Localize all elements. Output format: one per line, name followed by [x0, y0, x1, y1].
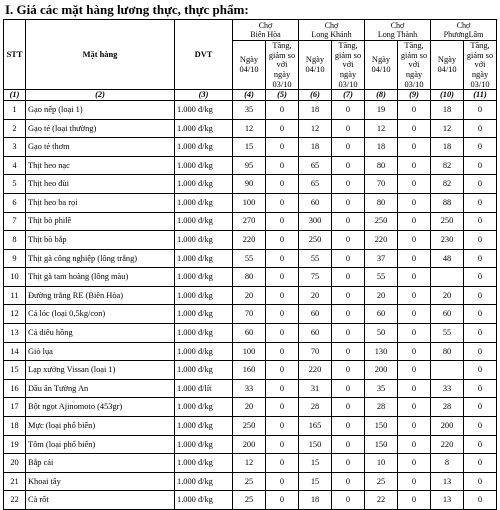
price-phuong-lam: 80 [431, 342, 464, 361]
price-bien-hoa: 80 [233, 268, 266, 287]
price-long-khanh: 12 [299, 119, 332, 138]
table-row [4, 324, 497, 343]
price-phuong-lam: 230 [431, 231, 464, 250]
price-bien-hoa: 100 [233, 342, 266, 361]
column-number: (1) [4, 90, 26, 101]
row-number: 21 [4, 472, 26, 491]
change-long-thanh: 0 [398, 286, 431, 305]
change-bien-hoa: 0 [266, 491, 299, 510]
price-long-khanh: 28 [299, 398, 332, 417]
price-long-thanh: 28 [365, 398, 398, 417]
price-long-khanh: 18 [299, 491, 332, 510]
item-name: Thịt bò philê [26, 212, 175, 231]
header-unit: DVT [175, 20, 233, 90]
price-long-khanh: 31 [299, 379, 332, 398]
price-long-khanh: 70 [299, 342, 332, 361]
price-bien-hoa: 90 [233, 175, 266, 194]
price-long-khanh: 150 [299, 435, 332, 454]
price-long-khanh: 18 [299, 100, 332, 119]
change-phuong-lam: 0 [464, 156, 497, 175]
change-long-thanh: 0 [398, 324, 431, 343]
header-change: Tăng, giảm so với ngày 03/10 [266, 41, 299, 90]
change-bien-hoa: 0 [266, 138, 299, 157]
row-number: 10 [4, 268, 26, 287]
header-change: Tăng, giảm so với ngày 03/10 [398, 41, 431, 90]
change-long-thanh: 0 [398, 435, 431, 454]
change-long-khanh: 0 [332, 398, 365, 417]
header-market-phuong-lam: Chợ PhươngLâm [431, 20, 497, 41]
table-row [4, 342, 497, 361]
change-phuong-lam: 0 [464, 231, 497, 250]
change-phuong-lam: 0 [464, 472, 497, 491]
price-bien-hoa: 160 [233, 361, 266, 380]
change-phuong-lam: 0 [464, 100, 497, 119]
table-row [4, 305, 497, 324]
price-long-khanh: 20 [299, 286, 332, 305]
price-phuong-lam: 220 [431, 435, 464, 454]
unit: 1.000 đ/kg [175, 491, 233, 510]
price-long-khanh: 60 [299, 305, 332, 324]
item-name: Cá diêu hồng [26, 324, 175, 343]
row-number: 22 [4, 491, 26, 510]
price-bien-hoa: 220 [233, 231, 266, 250]
row-number: 13 [4, 324, 26, 343]
price-long-khanh: 15 [299, 472, 332, 491]
table-body [4, 100, 497, 509]
change-phuong-lam: 0 [464, 249, 497, 268]
price-long-thanh: 220 [365, 231, 398, 250]
row-number: 20 [4, 454, 26, 473]
change-long-khanh: 0 [332, 249, 365, 268]
item-name: Đường trắng RE (Biên Hòa) [26, 286, 175, 305]
price-long-khanh: 65 [299, 156, 332, 175]
price-bien-hoa: 60 [233, 324, 266, 343]
table-row [4, 379, 497, 398]
unit: 1.000 đ/kg [175, 175, 233, 194]
change-phuong-lam: 0 [464, 435, 497, 454]
row-number: 9 [4, 249, 26, 268]
change-long-thanh: 0 [398, 193, 431, 212]
item-name: Dầu ăn Tường An [26, 379, 175, 398]
unit: 1.000 đ/kg [175, 472, 233, 491]
price-long-thanh: 37 [365, 249, 398, 268]
row-number: 16 [4, 379, 26, 398]
row-number: 17 [4, 398, 26, 417]
price-long-thanh: 20 [365, 286, 398, 305]
unit: 1.000 đ/kg [175, 342, 233, 361]
item-name: Bắp cải [26, 454, 175, 473]
price-long-khanh: 220 [299, 361, 332, 380]
change-long-thanh: 0 [398, 175, 431, 194]
table-row [4, 212, 497, 231]
price-bien-hoa: 55 [233, 249, 266, 268]
change-bien-hoa: 0 [266, 119, 299, 138]
price-bien-hoa: 95 [233, 156, 266, 175]
unit: 1.000 đ/kg [175, 138, 233, 157]
unit: 1.000 đ/kg [175, 193, 233, 212]
change-long-khanh: 0 [332, 472, 365, 491]
price-long-khanh: 300 [299, 212, 332, 231]
unit: 1.000 đ/kg [175, 435, 233, 454]
item-name: Giò lụa [26, 342, 175, 361]
price-long-thanh: 22 [365, 491, 398, 510]
column-number: (7) [332, 90, 365, 101]
change-bien-hoa: 0 [266, 175, 299, 194]
change-long-khanh: 0 [332, 305, 365, 324]
unit: 1.000 đ/kg [175, 156, 233, 175]
change-bien-hoa: 0 [266, 268, 299, 287]
price-bien-hoa: 200 [233, 435, 266, 454]
change-long-khanh: 0 [332, 435, 365, 454]
change-phuong-lam: 0 [464, 417, 497, 436]
table-row [4, 193, 497, 212]
change-long-thanh: 0 [398, 119, 431, 138]
change-long-khanh: 0 [332, 324, 365, 343]
price-bien-hoa: 20 [233, 286, 266, 305]
change-phuong-lam: 0 [464, 305, 497, 324]
change-long-khanh: 0 [332, 286, 365, 305]
change-long-thanh: 0 [398, 472, 431, 491]
table-row [4, 268, 497, 287]
item-name: Cà rốt [26, 491, 175, 510]
change-long-khanh: 0 [332, 231, 365, 250]
price-long-thanh: 19 [365, 100, 398, 119]
price-phuong-lam: 200 [431, 417, 464, 436]
header-change: Tăng, giảm so với ngày 03/10 [464, 41, 497, 90]
column-number: (3) [175, 90, 233, 101]
unit: 1.000 đ/kg [175, 417, 233, 436]
section-title: I. Giá các mặt hàng lương thực, thực phẩm: [5, 2, 249, 17]
change-long-thanh: 0 [398, 342, 431, 361]
price-long-thanh: 18 [365, 138, 398, 157]
price-long-thanh: 35 [365, 379, 398, 398]
item-name: Mực (loại phổ biến) [26, 417, 175, 436]
change-long-khanh: 0 [332, 156, 365, 175]
item-name: Gạo tẻ (loại thường) [26, 119, 175, 138]
item-name: Gạo tẻ thơm [26, 138, 175, 157]
price-long-khanh: 18 [299, 138, 332, 157]
change-long-thanh: 0 [398, 231, 431, 250]
change-bien-hoa: 0 [266, 472, 299, 491]
price-long-thanh: 130 [365, 342, 398, 361]
change-phuong-lam: 0 [464, 138, 497, 157]
price-bien-hoa: 35 [233, 100, 266, 119]
price-long-khanh: 250 [299, 231, 332, 250]
unit: 1.000 đ/kg [175, 398, 233, 417]
price-long-thanh: 60 [365, 305, 398, 324]
change-bien-hoa: 0 [266, 361, 299, 380]
change-phuong-lam: 0 [464, 398, 497, 417]
change-phuong-lam: 0 [464, 212, 497, 231]
price-bien-hoa: 270 [233, 212, 266, 231]
price-bien-hoa: 20 [233, 398, 266, 417]
price-phuong-lam: 82 [431, 156, 464, 175]
item-name: Thịt gà công nghiệp (lông trắng) [26, 249, 175, 268]
price-phuong-lam: 82 [431, 175, 464, 194]
change-long-thanh: 0 [398, 100, 431, 119]
change-long-khanh: 0 [332, 212, 365, 231]
price-phuong-lam: 33 [431, 379, 464, 398]
change-long-khanh: 0 [332, 361, 365, 380]
column-number: (2) [26, 90, 175, 101]
table-row [4, 491, 497, 510]
column-number: (10) [431, 90, 464, 101]
item-name: Bột ngọt Ajinomoto (453gr) [26, 398, 175, 417]
unit: 1.000 đ/kg [175, 324, 233, 343]
header-item: Mặt hàng [26, 20, 175, 90]
table-row [4, 361, 497, 380]
item-name: Cá lóc (loại 0,5kg/con) [26, 305, 175, 324]
table-row [4, 286, 497, 305]
change-long-khanh: 0 [332, 379, 365, 398]
change-bien-hoa: 0 [266, 249, 299, 268]
header-market-long-khanh: Chợ Long Khánh [299, 20, 365, 41]
change-bien-hoa: 0 [266, 398, 299, 417]
price-long-khanh: 165 [299, 417, 332, 436]
table-row [4, 100, 497, 119]
row-number: 5 [4, 175, 26, 194]
header-price: Ngày 04/10 [233, 41, 266, 90]
column-number-row [4, 90, 497, 101]
header-price: Ngày 04/10 [299, 41, 332, 90]
row-number: 19 [4, 435, 26, 454]
change-bien-hoa: 0 [266, 193, 299, 212]
header-price: Ngày 04/10 [365, 41, 398, 90]
change-long-thanh: 0 [398, 417, 431, 436]
price-phuong-lam: 18 [431, 100, 464, 119]
table-row [4, 231, 497, 250]
change-long-khanh: 0 [332, 100, 365, 119]
price-long-thanh: 80 [365, 193, 398, 212]
header-price: Ngày 04/10 [431, 41, 464, 90]
change-bien-hoa: 0 [266, 212, 299, 231]
change-long-thanh: 0 [398, 138, 431, 157]
item-name: Khoai tây [26, 472, 175, 491]
price-bien-hoa: 12 [233, 119, 266, 138]
change-long-thanh: 0 [398, 361, 431, 380]
unit: 1.000 đ/kg [175, 268, 233, 287]
price-long-thanh: 250 [365, 212, 398, 231]
price-long-khanh: 60 [299, 193, 332, 212]
change-phuong-lam: 0 [464, 491, 497, 510]
change-phuong-lam: 0 [464, 454, 497, 473]
change-phuong-lam: 0 [464, 175, 497, 194]
column-number: (4) [233, 90, 266, 101]
unit: 1.000 đ/kg [175, 119, 233, 138]
item-name: Thịt bò bắp [26, 231, 175, 250]
price-long-thanh: 55 [365, 268, 398, 287]
change-long-thanh: 0 [398, 398, 431, 417]
row-number: 2 [4, 119, 26, 138]
price-phuong-lam [431, 361, 464, 380]
price-phuong-lam [431, 268, 464, 287]
price-phuong-lam: 18 [431, 138, 464, 157]
change-phuong-lam: 0 [464, 286, 497, 305]
change-bien-hoa: 0 [266, 379, 299, 398]
price-long-thanh: 70 [365, 175, 398, 194]
unit: 1.000 đ/kg [175, 231, 233, 250]
row-number: 7 [4, 212, 26, 231]
price-long-khanh: 75 [299, 268, 332, 287]
price-long-thanh: 50 [365, 324, 398, 343]
price-phuong-lam: 8 [431, 454, 464, 473]
price-phuong-lam: 13 [431, 491, 464, 510]
table-row [4, 175, 497, 194]
price-long-khanh: 55 [299, 249, 332, 268]
change-bien-hoa: 0 [266, 417, 299, 436]
price-phuong-lam: 88 [431, 193, 464, 212]
table-row [4, 435, 497, 454]
price-bien-hoa: 250 [233, 417, 266, 436]
item-name: Thịt gà tam hoàng (lông màu) [26, 268, 175, 287]
change-bien-hoa: 0 [266, 454, 299, 473]
column-number: (8) [365, 90, 398, 101]
price-bien-hoa: 70 [233, 305, 266, 324]
table-row [4, 156, 497, 175]
table-row [4, 249, 497, 268]
price-bien-hoa: 100 [233, 193, 266, 212]
change-long-thanh: 0 [398, 156, 431, 175]
change-long-thanh: 0 [398, 268, 431, 287]
change-long-thanh: 0 [398, 379, 431, 398]
table-row [4, 119, 497, 138]
price-bien-hoa: 15 [233, 138, 266, 157]
row-number: 14 [4, 342, 26, 361]
change-bien-hoa: 0 [266, 231, 299, 250]
change-phuong-lam: 0 [464, 361, 497, 380]
price-long-thanh: 80 [365, 156, 398, 175]
unit: 1.000 đ/kg [175, 361, 233, 380]
column-number: (5) [266, 90, 299, 101]
price-phuong-lam: 250 [431, 212, 464, 231]
change-long-khanh: 0 [332, 119, 365, 138]
price-long-khanh: 65 [299, 175, 332, 194]
unit: 1.000 đ/kg [175, 249, 233, 268]
change-long-thanh: 0 [398, 305, 431, 324]
row-number: 12 [4, 305, 26, 324]
item-name: Thịt heo đùi [26, 175, 175, 194]
price-phuong-lam: 13 [431, 472, 464, 491]
row-number: 3 [4, 138, 26, 157]
unit: 1.000 đ/kg [175, 454, 233, 473]
price-long-thanh: 12 [365, 119, 398, 138]
price-phuong-lam: 28 [431, 398, 464, 417]
change-long-khanh: 0 [332, 491, 365, 510]
change-long-khanh: 0 [332, 268, 365, 287]
price-long-thanh: 150 [365, 435, 398, 454]
price-bien-hoa: 25 [233, 472, 266, 491]
price-table [3, 19, 497, 510]
row-number: 18 [4, 417, 26, 436]
price-phuong-lam: 55 [431, 324, 464, 343]
row-number: 4 [4, 156, 26, 175]
change-long-khanh: 0 [332, 175, 365, 194]
unit: 1.000 đ/lít [175, 379, 233, 398]
change-long-khanh: 0 [332, 193, 365, 212]
change-phuong-lam: 0 [464, 268, 497, 287]
column-number: (9) [398, 90, 431, 101]
change-bien-hoa: 0 [266, 342, 299, 361]
unit: 1.000 đ/kg [175, 212, 233, 231]
item-name: Gạo nếp (loại 1) [26, 100, 175, 119]
change-phuong-lam: 0 [464, 324, 497, 343]
unit: 1.000 đ/kg [175, 286, 233, 305]
change-long-thanh: 0 [398, 491, 431, 510]
price-phuong-lam: 20 [431, 286, 464, 305]
row-number: 11 [4, 286, 26, 305]
change-bien-hoa: 0 [266, 305, 299, 324]
change-bien-hoa: 0 [266, 156, 299, 175]
change-long-khanh: 0 [332, 138, 365, 157]
change-long-khanh: 0 [332, 342, 365, 361]
change-bien-hoa: 0 [266, 286, 299, 305]
price-long-khanh: 15 [299, 454, 332, 473]
change-phuong-lam: 0 [464, 193, 497, 212]
unit: 1.000 đ/kg [175, 305, 233, 324]
row-number: 6 [4, 193, 26, 212]
change-long-thanh: 0 [398, 454, 431, 473]
price-long-thanh: 150 [365, 417, 398, 436]
header-stt: STT [4, 20, 26, 90]
price-bien-hoa: 25 [233, 491, 266, 510]
change-phuong-lam: 0 [464, 119, 497, 138]
header-market-long-thanh: Chợ Long Thành [365, 20, 431, 41]
change-long-khanh: 0 [332, 454, 365, 473]
item-name: Thịt heo nạc [26, 156, 175, 175]
change-phuong-lam: 0 [464, 379, 497, 398]
table-row [4, 398, 497, 417]
table-row [4, 454, 497, 473]
change-bien-hoa: 0 [266, 435, 299, 454]
row-number: 8 [4, 231, 26, 250]
price-bien-hoa: 12 [233, 454, 266, 473]
price-phuong-lam: 60 [431, 305, 464, 324]
change-bien-hoa: 0 [266, 100, 299, 119]
table-row [4, 138, 497, 157]
change-long-thanh: 0 [398, 212, 431, 231]
price-long-thanh: 200 [365, 361, 398, 380]
item-name: Tôm (loại phổ biến) [26, 435, 175, 454]
price-bien-hoa: 33 [233, 379, 266, 398]
table-row [4, 472, 497, 491]
column-number: (11) [464, 90, 497, 101]
column-number: (6) [299, 90, 332, 101]
price-long-thanh: 10 [365, 454, 398, 473]
change-bien-hoa: 0 [266, 324, 299, 343]
price-phuong-lam: 12 [431, 119, 464, 138]
change-long-khanh: 0 [332, 417, 365, 436]
item-name: Thịt heo ba rọi [26, 193, 175, 212]
change-phuong-lam: 0 [464, 342, 497, 361]
table-row [4, 417, 497, 436]
unit: 1.000 đ/kg [175, 100, 233, 119]
header-market-bien-hoa: Chợ Biên Hòa [233, 20, 299, 41]
row-number: 1 [4, 100, 26, 119]
price-phuong-lam: 48 [431, 249, 464, 268]
change-long-thanh: 0 [398, 249, 431, 268]
price-long-khanh: 60 [299, 324, 332, 343]
item-name: Lạp xưởng Vissan (loại 1) [26, 361, 175, 380]
header-change: Tăng, giảm so với ngày 03/10 [332, 41, 365, 90]
row-number: 15 [4, 361, 26, 380]
price-long-thanh: 25 [365, 472, 398, 491]
